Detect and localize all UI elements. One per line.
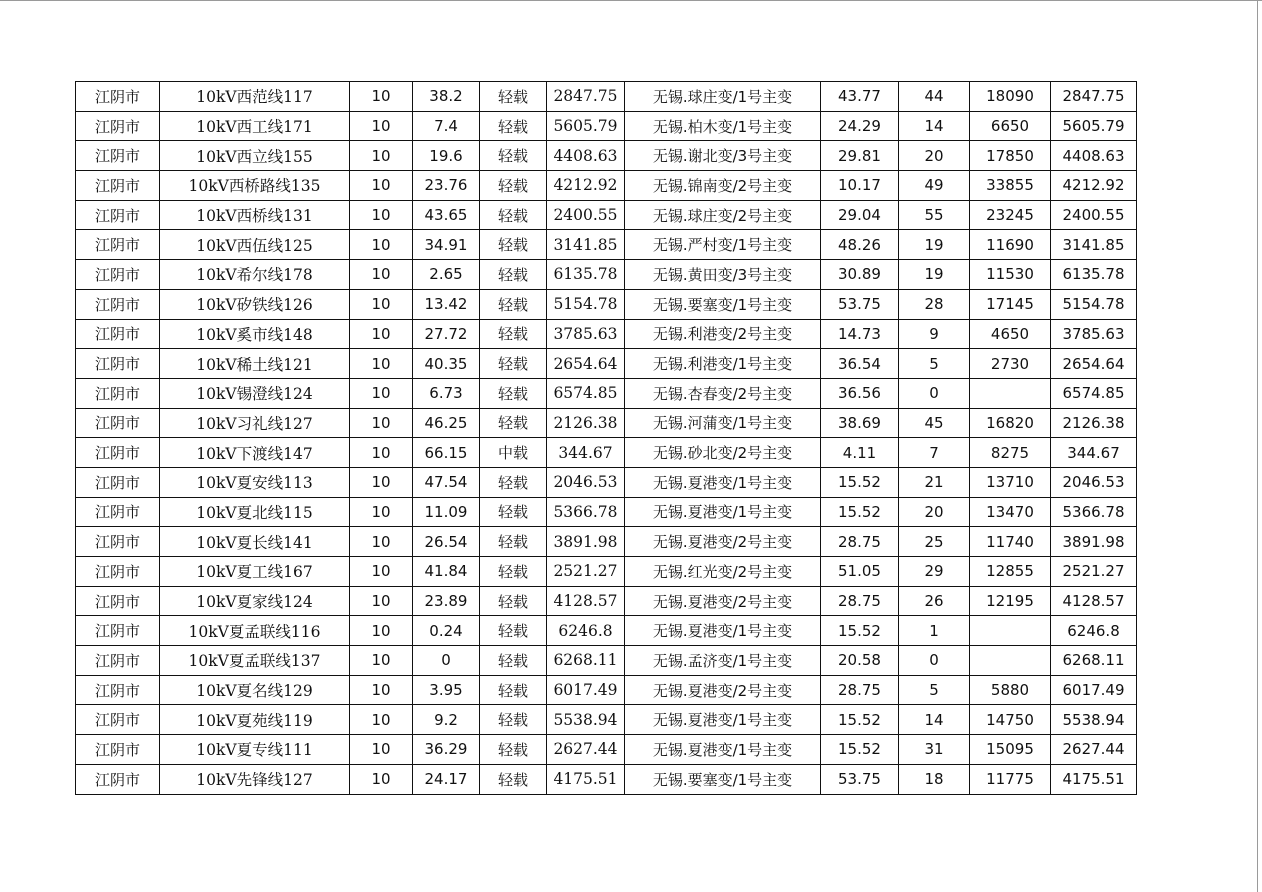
user-capacity-cell: 4650 xyxy=(970,319,1051,349)
voltage-cell: 10 xyxy=(350,408,413,438)
line-name-cell: 10kV奚市线148 xyxy=(160,319,350,349)
user-count-cell: 14 xyxy=(899,705,970,735)
transformer-cell: 无锡.要塞变/1号主变 xyxy=(625,289,821,319)
load-status-cell: 轻载 xyxy=(480,141,547,171)
user-capacity-cell: 33855 xyxy=(970,171,1051,201)
city-cell: 江阴市 xyxy=(76,764,160,794)
user-count-cell: 44 xyxy=(899,82,970,112)
table-row xyxy=(76,260,1137,290)
city-cell: 江阴市 xyxy=(76,675,160,705)
available-capacity-cell: 2126.38 xyxy=(1051,408,1137,438)
capacity-cell: 2126.38 xyxy=(547,408,625,438)
transformer-load-cell: 10.17 xyxy=(821,171,899,201)
city-cell: 江阴市 xyxy=(76,438,160,468)
user-count-cell: 0 xyxy=(899,646,970,676)
load-rate-cell: 66.15 xyxy=(413,438,480,468)
transformer-load-cell: 4.11 xyxy=(821,438,899,468)
city-cell: 江阴市 xyxy=(76,586,160,616)
capacity-cell: 2400.55 xyxy=(547,200,625,230)
load-status-cell: 轻载 xyxy=(480,289,547,319)
transformer-cell: 无锡.夏港变/1号主变 xyxy=(625,735,821,765)
available-capacity-cell: 2654.64 xyxy=(1051,349,1137,379)
load-status-cell: 轻载 xyxy=(480,616,547,646)
voltage-cell: 10 xyxy=(350,705,413,735)
line-name-cell: 10kV西桥路线135 xyxy=(160,171,350,201)
transformer-cell: 无锡.要塞变/1号主变 xyxy=(625,764,821,794)
transformer-load-cell: 28.75 xyxy=(821,527,899,557)
user-count-cell: 18 xyxy=(899,764,970,794)
line-name-cell: 10kV矽铁线126 xyxy=(160,289,350,319)
load-rate-cell: 11.09 xyxy=(413,497,480,527)
load-status-cell: 轻载 xyxy=(480,171,547,201)
load-rate-cell: 26.54 xyxy=(413,527,480,557)
capacity-cell: 344.67 xyxy=(547,438,625,468)
table-row xyxy=(76,527,1137,557)
transformer-cell: 无锡.砂北变/2号主变 xyxy=(625,438,821,468)
load-rate-cell: 47.54 xyxy=(413,467,480,497)
load-rate-cell: 9.2 xyxy=(413,705,480,735)
city-cell: 江阴市 xyxy=(76,200,160,230)
load-rate-cell: 7.4 xyxy=(413,111,480,141)
transformer-cell: 无锡.夏港变/1号主变 xyxy=(625,497,821,527)
voltage-cell: 10 xyxy=(350,557,413,587)
line-name-cell: 10kV西桥线131 xyxy=(160,200,350,230)
capacity-cell: 6017.49 xyxy=(547,675,625,705)
line-name-cell: 10kV夏北线115 xyxy=(160,497,350,527)
transformer-load-cell: 24.29 xyxy=(821,111,899,141)
transformer-load-cell: 53.75 xyxy=(821,289,899,319)
transformer-cell: 无锡.夏港变/1号主变 xyxy=(625,705,821,735)
available-capacity-cell: 4408.63 xyxy=(1051,141,1137,171)
transformer-cell: 无锡.球庄变/1号主变 xyxy=(625,82,821,112)
available-capacity-cell: 2400.55 xyxy=(1051,200,1137,230)
transformer-load-cell: 15.52 xyxy=(821,735,899,765)
load-status-cell: 轻载 xyxy=(480,200,547,230)
city-cell: 江阴市 xyxy=(76,527,160,557)
page-top-border xyxy=(0,0,1262,1)
table-row xyxy=(76,82,1137,112)
capacity-cell: 4128.57 xyxy=(547,586,625,616)
city-cell: 江阴市 xyxy=(76,289,160,319)
transformer-load-cell: 36.56 xyxy=(821,378,899,408)
table-row xyxy=(76,646,1137,676)
user-count-cell: 20 xyxy=(899,141,970,171)
line-name-cell: 10kV夏长线141 xyxy=(160,527,350,557)
capacity-cell: 4175.51 xyxy=(547,764,625,794)
city-cell: 江阴市 xyxy=(76,467,160,497)
available-capacity-cell: 2627.44 xyxy=(1051,735,1137,765)
voltage-cell: 10 xyxy=(350,230,413,260)
table-row xyxy=(76,319,1137,349)
transformer-load-cell: 15.52 xyxy=(821,616,899,646)
line-name-cell: 10kV锡澄线124 xyxy=(160,378,350,408)
load-rate-cell: 38.2 xyxy=(413,82,480,112)
city-cell: 江阴市 xyxy=(76,260,160,290)
voltage-cell: 10 xyxy=(350,319,413,349)
load-status-cell: 轻载 xyxy=(480,82,547,112)
table-row xyxy=(76,230,1137,260)
capacity-cell: 6135.78 xyxy=(547,260,625,290)
transformer-cell: 无锡.孟济变/1号主变 xyxy=(625,646,821,676)
available-capacity-cell: 5154.78 xyxy=(1051,289,1137,319)
line-name-cell: 10kV稀土线121 xyxy=(160,349,350,379)
transformer-cell: 无锡.球庄变/2号主变 xyxy=(625,200,821,230)
transformer-cell: 无锡.河蒲变/1号主变 xyxy=(625,408,821,438)
table-row xyxy=(76,200,1137,230)
voltage-cell: 10 xyxy=(350,675,413,705)
voltage-cell: 10 xyxy=(350,260,413,290)
load-rate-cell: 27.72 xyxy=(413,319,480,349)
capacity-cell: 6268.11 xyxy=(547,646,625,676)
transformer-cell: 无锡.红光变/2号主变 xyxy=(625,557,821,587)
user-count-cell: 9 xyxy=(899,319,970,349)
table-row xyxy=(76,349,1137,379)
capacity-cell: 5605.79 xyxy=(547,111,625,141)
transformer-cell: 无锡.黄田变/3号主变 xyxy=(625,260,821,290)
load-status-cell: 轻载 xyxy=(480,646,547,676)
line-name-cell: 10kV夏名线129 xyxy=(160,675,350,705)
load-status-cell: 轻载 xyxy=(480,467,547,497)
capacity-cell: 2046.53 xyxy=(547,467,625,497)
table-row xyxy=(76,467,1137,497)
table-row xyxy=(76,171,1137,201)
voltage-cell: 10 xyxy=(350,527,413,557)
user-capacity-cell: 11690 xyxy=(970,230,1051,260)
voltage-cell: 10 xyxy=(350,289,413,319)
load-status-cell: 轻载 xyxy=(480,260,547,290)
user-capacity-cell: 12855 xyxy=(970,557,1051,587)
line-name-cell: 10kV夏安线113 xyxy=(160,467,350,497)
user-count-cell: 45 xyxy=(899,408,970,438)
transformer-load-cell: 29.81 xyxy=(821,141,899,171)
transformer-cell: 无锡.利港变/1号主变 xyxy=(625,349,821,379)
capacity-cell: 4408.63 xyxy=(547,141,625,171)
user-count-cell: 19 xyxy=(899,230,970,260)
table-row xyxy=(76,705,1137,735)
load-status-cell: 轻载 xyxy=(480,497,547,527)
available-capacity-cell: 5366.78 xyxy=(1051,497,1137,527)
transformer-cell: 无锡.严村变/1号主变 xyxy=(625,230,821,260)
voltage-cell: 10 xyxy=(350,171,413,201)
transformer-load-cell: 29.04 xyxy=(821,200,899,230)
load-rate-cell: 34.91 xyxy=(413,230,480,260)
load-rate-cell: 23.89 xyxy=(413,586,480,616)
available-capacity-cell: 2046.53 xyxy=(1051,467,1137,497)
table-row xyxy=(76,735,1137,765)
line-name-cell: 10kV希尔线178 xyxy=(160,260,350,290)
user-capacity-cell: 15095 xyxy=(970,735,1051,765)
user-capacity-cell: 8275 xyxy=(970,438,1051,468)
line-name-cell: 10kV西伍线125 xyxy=(160,230,350,260)
transformer-load-cell: 15.52 xyxy=(821,497,899,527)
load-status-cell: 轻载 xyxy=(480,557,547,587)
transformer-cell: 无锡.柏木变/1号主变 xyxy=(625,111,821,141)
user-count-cell: 28 xyxy=(899,289,970,319)
user-capacity-cell: 17850 xyxy=(970,141,1051,171)
user-count-cell: 7 xyxy=(899,438,970,468)
transformer-load-cell: 48.26 xyxy=(821,230,899,260)
transformer-load-cell: 43.77 xyxy=(821,82,899,112)
load-rate-cell: 46.25 xyxy=(413,408,480,438)
user-count-cell: 49 xyxy=(899,171,970,201)
load-rate-cell: 2.65 xyxy=(413,260,480,290)
feeder-load-table xyxy=(75,81,1137,795)
city-cell: 江阴市 xyxy=(76,349,160,379)
available-capacity-cell: 5538.94 xyxy=(1051,705,1137,735)
voltage-cell: 10 xyxy=(350,764,413,794)
voltage-cell: 10 xyxy=(350,586,413,616)
available-capacity-cell: 2521.27 xyxy=(1051,557,1137,587)
capacity-cell: 2654.64 xyxy=(547,349,625,379)
user-capacity-cell: 17145 xyxy=(970,289,1051,319)
table-row xyxy=(76,764,1137,794)
user-count-cell: 14 xyxy=(899,111,970,141)
table-row xyxy=(76,289,1137,319)
user-capacity-cell: 11740 xyxy=(970,527,1051,557)
line-name-cell: 10kV夏孟联线137 xyxy=(160,646,350,676)
capacity-cell: 3891.98 xyxy=(547,527,625,557)
voltage-cell: 10 xyxy=(350,646,413,676)
user-count-cell: 31 xyxy=(899,735,970,765)
voltage-cell: 10 xyxy=(350,349,413,379)
line-name-cell: 10kV西工线171 xyxy=(160,111,350,141)
transformer-load-cell: 20.58 xyxy=(821,646,899,676)
user-count-cell: 26 xyxy=(899,586,970,616)
load-rate-cell: 6.73 xyxy=(413,378,480,408)
table-row xyxy=(76,497,1137,527)
transformer-cell: 无锡.夏港变/2号主变 xyxy=(625,675,821,705)
line-name-cell: 10kV夏专线111 xyxy=(160,735,350,765)
line-name-cell: 10kV西范线117 xyxy=(160,82,350,112)
user-count-cell: 21 xyxy=(899,467,970,497)
load-status-cell: 轻载 xyxy=(480,230,547,260)
user-count-cell: 25 xyxy=(899,527,970,557)
load-status-cell: 轻载 xyxy=(480,586,547,616)
available-capacity-cell: 4175.51 xyxy=(1051,764,1137,794)
load-status-cell: 轻载 xyxy=(480,349,547,379)
load-rate-cell: 36.29 xyxy=(413,735,480,765)
user-count-cell: 55 xyxy=(899,200,970,230)
transformer-cell: 无锡.利港变/2号主变 xyxy=(625,319,821,349)
user-capacity-cell: 12195 xyxy=(970,586,1051,616)
user-capacity-cell: 14750 xyxy=(970,705,1051,735)
available-capacity-cell: 3141.85 xyxy=(1051,230,1137,260)
user-count-cell: 5 xyxy=(899,349,970,379)
user-capacity-cell: 13710 xyxy=(970,467,1051,497)
capacity-cell: 2521.27 xyxy=(547,557,625,587)
city-cell: 江阴市 xyxy=(76,646,160,676)
user-count-cell: 0 xyxy=(899,378,970,408)
load-rate-cell: 43.65 xyxy=(413,200,480,230)
line-name-cell: 10kV夏工线167 xyxy=(160,557,350,587)
load-status-cell: 轻载 xyxy=(480,764,547,794)
transformer-load-cell: 15.52 xyxy=(821,705,899,735)
city-cell: 江阴市 xyxy=(76,82,160,112)
load-rate-cell: 24.17 xyxy=(413,764,480,794)
city-cell: 江阴市 xyxy=(76,111,160,141)
capacity-cell: 3785.63 xyxy=(547,319,625,349)
available-capacity-cell: 6017.49 xyxy=(1051,675,1137,705)
table-row xyxy=(76,616,1137,646)
load-rate-cell: 0.24 xyxy=(413,616,480,646)
city-cell: 江阴市 xyxy=(76,616,160,646)
load-rate-cell: 0 xyxy=(413,646,480,676)
line-name-cell: 10kV夏苑线119 xyxy=(160,705,350,735)
table-body xyxy=(76,82,1137,795)
available-capacity-cell: 6246.8 xyxy=(1051,616,1137,646)
user-capacity-cell: 11775 xyxy=(970,764,1051,794)
transformer-load-cell: 15.52 xyxy=(821,467,899,497)
available-capacity-cell: 5605.79 xyxy=(1051,111,1137,141)
available-capacity-cell: 2847.75 xyxy=(1051,82,1137,112)
voltage-cell: 10 xyxy=(350,111,413,141)
available-capacity-cell: 6135.78 xyxy=(1051,260,1137,290)
transformer-cell: 无锡.夏港变/2号主变 xyxy=(625,527,821,557)
user-capacity-cell: 16820 xyxy=(970,408,1051,438)
line-name-cell: 10kV习礼线127 xyxy=(160,408,350,438)
capacity-cell: 6574.85 xyxy=(547,378,625,408)
city-cell: 江阴市 xyxy=(76,230,160,260)
table-row xyxy=(76,111,1137,141)
capacity-cell: 5154.78 xyxy=(547,289,625,319)
available-capacity-cell: 4212.92 xyxy=(1051,171,1137,201)
line-name-cell: 10kV先锋线127 xyxy=(160,764,350,794)
load-status-cell: 轻载 xyxy=(480,735,547,765)
transformer-cell: 无锡.夏港变/1号主变 xyxy=(625,616,821,646)
available-capacity-cell: 4128.57 xyxy=(1051,586,1137,616)
user-count-cell: 19 xyxy=(899,260,970,290)
available-capacity-cell: 6574.85 xyxy=(1051,378,1137,408)
load-rate-cell: 3.95 xyxy=(413,675,480,705)
user-capacity-cell: 2730 xyxy=(970,349,1051,379)
load-rate-cell: 40.35 xyxy=(413,349,480,379)
user-count-cell: 20 xyxy=(899,497,970,527)
city-cell: 江阴市 xyxy=(76,408,160,438)
user-count-cell: 1 xyxy=(899,616,970,646)
page-right-border xyxy=(1257,0,1258,892)
transformer-load-cell: 28.75 xyxy=(821,586,899,616)
city-cell: 江阴市 xyxy=(76,171,160,201)
transformer-load-cell: 36.54 xyxy=(821,349,899,379)
load-status-cell: 轻载 xyxy=(480,408,547,438)
transformer-cell: 无锡.杏春变/2号主变 xyxy=(625,378,821,408)
table-row xyxy=(76,408,1137,438)
city-cell: 江阴市 xyxy=(76,497,160,527)
load-status-cell: 轻载 xyxy=(480,527,547,557)
load-status-cell: 轻载 xyxy=(480,705,547,735)
user-capacity-cell xyxy=(970,616,1051,646)
capacity-cell: 2627.44 xyxy=(547,735,625,765)
load-rate-cell: 13.42 xyxy=(413,289,480,319)
table-row xyxy=(76,586,1137,616)
load-rate-cell: 19.6 xyxy=(413,141,480,171)
line-name-cell: 10kV夏孟联线116 xyxy=(160,616,350,646)
load-rate-cell: 23.76 xyxy=(413,171,480,201)
transformer-cell: 无锡.夏港变/1号主变 xyxy=(625,467,821,497)
table-row xyxy=(76,438,1137,468)
transformer-load-cell: 28.75 xyxy=(821,675,899,705)
transformer-load-cell: 53.75 xyxy=(821,764,899,794)
user-capacity-cell xyxy=(970,378,1051,408)
city-cell: 江阴市 xyxy=(76,378,160,408)
voltage-cell: 10 xyxy=(350,616,413,646)
capacity-cell: 3141.85 xyxy=(547,230,625,260)
voltage-cell: 10 xyxy=(350,200,413,230)
available-capacity-cell: 6268.11 xyxy=(1051,646,1137,676)
capacity-cell: 5538.94 xyxy=(547,705,625,735)
load-status-cell: 中载 xyxy=(480,438,547,468)
load-status-cell: 轻载 xyxy=(480,111,547,141)
user-capacity-cell: 18090 xyxy=(970,82,1051,112)
voltage-cell: 10 xyxy=(350,467,413,497)
capacity-cell: 4212.92 xyxy=(547,171,625,201)
city-cell: 江阴市 xyxy=(76,319,160,349)
city-cell: 江阴市 xyxy=(76,705,160,735)
user-count-cell: 29 xyxy=(899,557,970,587)
city-cell: 江阴市 xyxy=(76,735,160,765)
user-capacity-cell: 23245 xyxy=(970,200,1051,230)
city-cell: 江阴市 xyxy=(76,557,160,587)
load-rate-cell: 41.84 xyxy=(413,557,480,587)
line-name-cell: 10kV夏家线124 xyxy=(160,586,350,616)
table-row xyxy=(76,378,1137,408)
transformer-load-cell: 51.05 xyxy=(821,557,899,587)
table-row xyxy=(76,557,1137,587)
load-status-cell: 轻载 xyxy=(480,319,547,349)
voltage-cell: 10 xyxy=(350,497,413,527)
table-row xyxy=(76,141,1137,171)
voltage-cell: 10 xyxy=(350,735,413,765)
voltage-cell: 10 xyxy=(350,141,413,171)
load-status-cell: 轻载 xyxy=(480,675,547,705)
user-capacity-cell: 11530 xyxy=(970,260,1051,290)
line-name-cell: 10kV下渡线147 xyxy=(160,438,350,468)
user-capacity-cell: 13470 xyxy=(970,497,1051,527)
capacity-cell: 6246.8 xyxy=(547,616,625,646)
transformer-cell: 无锡.谢北变/3号主变 xyxy=(625,141,821,171)
load-status-cell: 轻载 xyxy=(480,378,547,408)
transformer-cell: 无锡.夏港变/2号主变 xyxy=(625,586,821,616)
user-capacity-cell: 6650 xyxy=(970,111,1051,141)
transformer-load-cell: 30.89 xyxy=(821,260,899,290)
table-row xyxy=(76,675,1137,705)
available-capacity-cell: 3891.98 xyxy=(1051,527,1137,557)
voltage-cell: 10 xyxy=(350,438,413,468)
available-capacity-cell: 3785.63 xyxy=(1051,319,1137,349)
voltage-cell: 10 xyxy=(350,82,413,112)
transformer-load-cell: 38.69 xyxy=(821,408,899,438)
user-capacity-cell: 5880 xyxy=(970,675,1051,705)
capacity-cell: 2847.75 xyxy=(547,82,625,112)
voltage-cell: 10 xyxy=(350,378,413,408)
city-cell: 江阴市 xyxy=(76,141,160,171)
line-name-cell: 10kV西立线155 xyxy=(160,141,350,171)
transformer-cell: 无锡.锦南变/2号主变 xyxy=(625,171,821,201)
transformer-load-cell: 14.73 xyxy=(821,319,899,349)
available-capacity-cell: 344.67 xyxy=(1051,438,1137,468)
user-capacity-cell xyxy=(970,646,1051,676)
user-count-cell: 5 xyxy=(899,675,970,705)
capacity-cell: 5366.78 xyxy=(547,497,625,527)
